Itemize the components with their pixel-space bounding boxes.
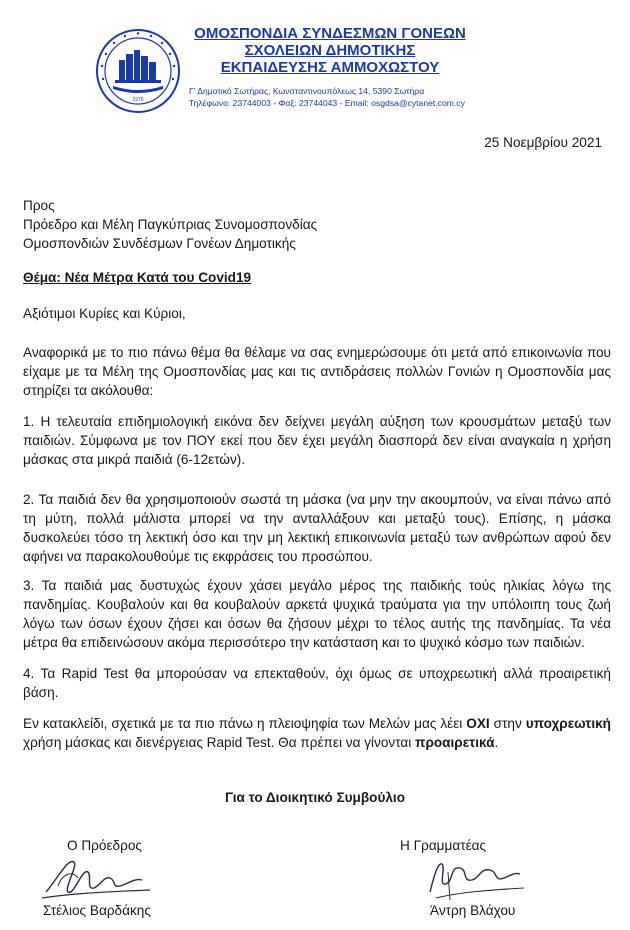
org-name-line3: ΕΚΠΑΙΔΕΥΣΗΣ ΑΜΜΟΧΩΣΤΟΥ (220, 59, 440, 76)
secretary-name: Άντρη Βλάχου (430, 903, 516, 918)
org-name-line1: ΟΜΟΣΠΟΝΔΙΑ ΣΥΝΔΕΣΜΩΝ ΓΟΝΕΩΝ (194, 25, 466, 42)
recipient-block (23, 196, 317, 253)
president-title: Ο Πρόεδρος (67, 838, 142, 853)
conclusion-text-1: Εν κατακλείδι, σχετικά με τα πιο πάνω η πλειοψηφία των Μελών μας λέει (23, 716, 467, 731)
org-address: Γ' Δημοτικό Σωτήρας, Κωνσταντινουπόλεως 14, 5390 Σωτήρα (189, 86, 425, 96)
conclusion-text-4: . (494, 735, 499, 750)
org-name-line2: ΣΧΟΛΕΙΩΝ ΔΗΜΟΤΙΚΗΣ (244, 42, 416, 59)
president-name: Στέλιος Βαρδάκης (43, 903, 151, 918)
recipient-line3: Ομοσπονδιών Συνδέσμων Γονέων Δημοτικής (23, 236, 296, 251)
greeting: Αξιότιμοι Κυρίες και Κύριοι, (23, 306, 186, 321)
letter-subject: Θέμα: Νέα Μέτρα Κατά του Covid19 (23, 270, 252, 285)
conclusion-bold-optional: προαιρετικά (415, 735, 495, 750)
conclusion-bold-mandatory: υποχρεωτική (525, 716, 611, 731)
recipient-line1: Προς (23, 198, 55, 213)
letterhead-contact (189, 85, 529, 109)
point-4: 4. Τα Rapid Test θα μπορούσαν να επεκταθούν, όχι όμως σε υποχρεωτική αλλά προαιρετική βάση. (23, 666, 611, 700)
organization-name (190, 25, 470, 76)
letter-date: 25 Νοεμβρίου 2021 (484, 135, 602, 150)
recipient-line2: Πρόεδρο και Μέλη Παγκύπριας Συνομοσπονδίας (23, 217, 318, 232)
secretary-signature (420, 852, 530, 908)
association-logo (95, 28, 181, 114)
point-1: 1. Η τελευταία επιδημιολογική εικόνα δεν δείχνει μεγάλη αύξηση των κρουσμάτων μεταξύ των παιδιών. Σύμφωνα με τον ΠΟΥ εκεί που δεν έχει μεγάλη διασπορά δεν είναι αναγκαία η χρήση μάσκας στα μικρά παιδιά (6-12ετών). (23, 414, 611, 467)
conclusion-paragraph (23, 714, 611, 752)
signoff: Για το Διοικητικό Συμβούλιο (224, 790, 405, 805)
point-2: 2. Τα παιδιά δεν θα χρησιμοποιούν σωστά τη μάσκα (να μην την ακουμπούν, να είναι πάνω από τη μύτη, πολλά μάλιστα μπορεί να την ανταλλάξουν και μεταξύ τους). Επίσης, η μάσκα δυσκολεύει τόσο τη λεκτική όσο και την μη λεκτική επικοινωνία μεταξύ των ανθρώπων αφού δεν αφήνει να παρακολουθούμε τις εκφράσεις του προσώπου. (23, 492, 611, 564)
secretary-title: Η Γραμματέας (400, 838, 487, 853)
conclusion-text-3: χρήση μάσκας και διενέργειας Rapid Test. Θα πρέπει να γίνονται (23, 735, 416, 750)
org-contact-details: Τηλέφωνο: 23744003 - Φαξ: 23744043 - Email: osgdsa@cytanet.com.cy (189, 98, 465, 108)
conclusion-text-2: στην (489, 716, 526, 731)
president-signature (38, 848, 158, 908)
intro-paragraph: Αναφορικά με το πιο πάνω θέμα θα θέλαμε να σας ενημερώσουμε ότι μετά από επικοινωνία που είχαμε με τα Μέλη της Ομοσπονδίας μας και τις αντιδράσεις πολλών Γονιών η Ομοσπονδία μας στηρίζει τα ακόλουθα: (23, 345, 611, 398)
conclusion-bold-no: ΟΧΙ (466, 716, 490, 731)
logo-year: 1976 (132, 97, 144, 103)
point-3: 3. Τα παιδιά μας δυστυχώς έχουν χάσει μεγάλο μέρος της παιδικής τούς ηλικίας λόγω της πανδημίας. Κουβαλούν και θα κουβαλούν αρκετά ψυχικά τραύματα για την υπόλοιπη τους ζωή λόγω των όσων έχουν ζήσει και όσων θα ζήσουν μέχρι το τέλος αυτής της πανδημίας. Τα νέα μέτρα θα επιδεινώσουν ακόμα περισσότερο την κατάσταση και το ψυχικό κόσμο των παιδιών. (23, 578, 611, 650)
